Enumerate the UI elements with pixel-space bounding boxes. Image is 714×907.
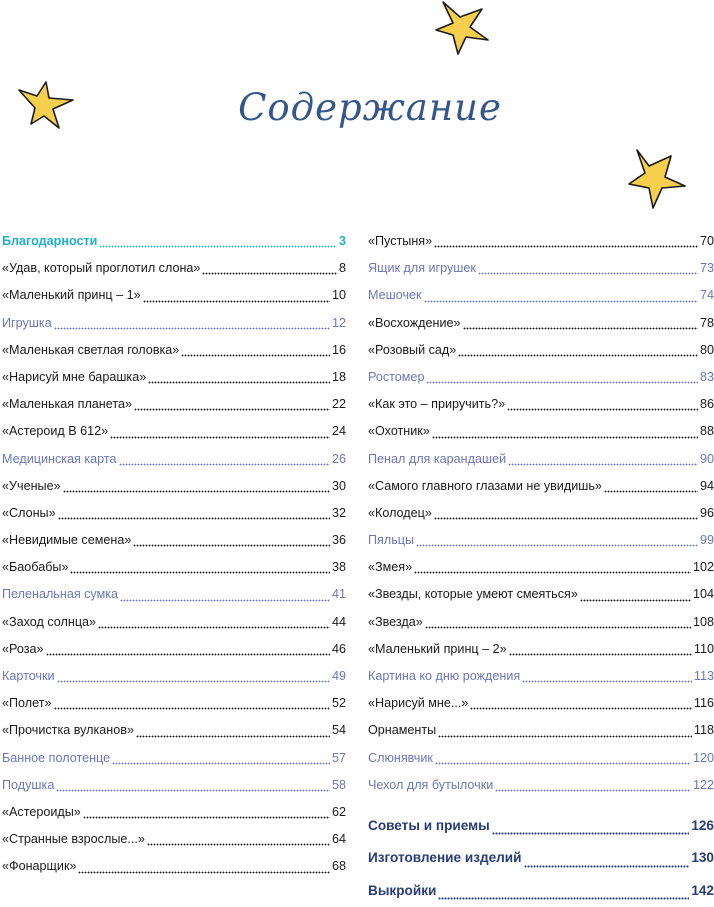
toc-entry bbox=[368, 554, 714, 581]
dot-leader bbox=[438, 724, 692, 738]
dot-leader bbox=[458, 343, 698, 357]
dot-leader bbox=[426, 370, 698, 384]
toc-entry-page: 58 bbox=[331, 777, 346, 792]
toc-entry-label: Слюнявчик bbox=[368, 750, 433, 765]
dot-leader bbox=[508, 452, 698, 466]
toc-column-left bbox=[2, 228, 346, 881]
toc-entry-label: Пяльцы bbox=[368, 533, 415, 548]
toc-entry bbox=[368, 228, 714, 255]
toc-entry-label: «Удав, который проглотил слона» bbox=[2, 261, 201, 276]
toc-entry-page: 78 bbox=[699, 315, 714, 330]
toc-entry bbox=[368, 282, 714, 309]
toc-entry-label: Картина ко дню рождения bbox=[368, 669, 521, 683]
dot-leader bbox=[432, 425, 698, 439]
toc-entry-label: Пеленальная сумка bbox=[2, 587, 119, 602]
dot-leader bbox=[492, 821, 690, 835]
toc-entry-label: «Астероиды» bbox=[2, 804, 81, 819]
toc-entry-label: «Маленький принц – 2» bbox=[368, 641, 507, 656]
toc-entry bbox=[2, 799, 346, 826]
toc-entry bbox=[2, 853, 346, 880]
toc-entry-label: «Маленький принц – 1» bbox=[2, 288, 141, 303]
toc-entry-page: 73 bbox=[699, 261, 714, 276]
toc-entry bbox=[368, 364, 714, 391]
toc-entry-label: «Змея» bbox=[368, 560, 413, 575]
toc-entry-page: 62 bbox=[331, 804, 346, 819]
dot-leader bbox=[78, 860, 330, 874]
dot-leader bbox=[46, 642, 330, 656]
dot-leader bbox=[98, 615, 330, 629]
toc-entry bbox=[368, 337, 714, 364]
toc-entry-page: 88 bbox=[699, 424, 714, 439]
toc-entry bbox=[2, 228, 346, 255]
toc-entry-page: 74 bbox=[699, 288, 714, 303]
dot-leader bbox=[604, 479, 698, 493]
toc-entry-label: Выкройки bbox=[368, 882, 437, 898]
toc-entry-page: 126 bbox=[691, 817, 714, 833]
toc-entry-label: «Прочистка вулканов» bbox=[2, 723, 134, 738]
dot-leader bbox=[112, 751, 330, 765]
toc-entry bbox=[2, 826, 346, 853]
toc-entry-label: «Заход солнца» bbox=[2, 614, 97, 629]
dot-leader bbox=[134, 397, 330, 411]
toc-entry-page: 130 bbox=[691, 850, 714, 866]
toc-entry bbox=[2, 446, 346, 473]
toc-entry-label: «Пустыня» bbox=[368, 234, 433, 248]
toc-entry bbox=[2, 554, 346, 581]
dot-leader bbox=[434, 506, 698, 520]
toc-entry bbox=[368, 500, 714, 527]
toc-entry-page: 90 bbox=[699, 451, 714, 466]
toc-entry bbox=[368, 310, 714, 337]
toc-entry bbox=[2, 717, 346, 744]
toc-entry-label: Мешочек bbox=[368, 288, 422, 303]
toc-entry bbox=[2, 745, 346, 772]
toc-entry bbox=[368, 609, 714, 636]
toc-entry-page: 113 bbox=[693, 669, 714, 683]
toc-entry bbox=[2, 473, 346, 500]
toc-entry-label: Ящик для игрушек bbox=[368, 261, 476, 276]
toc-entry-page: 122 bbox=[692, 777, 714, 792]
toc-entry-label: «Розовый сад» bbox=[368, 342, 457, 357]
toc-entry bbox=[2, 418, 346, 445]
dot-leader bbox=[70, 560, 330, 574]
page-title: Содержание bbox=[238, 86, 502, 129]
toc-entry-label: «Баобабы» bbox=[2, 560, 69, 575]
toc-entry-page: 116 bbox=[693, 696, 714, 711]
toc-entry-label: «Маленькая планета» bbox=[2, 397, 132, 412]
toc-entry bbox=[368, 418, 714, 445]
toc-entry bbox=[368, 636, 714, 663]
toc-entry bbox=[2, 690, 346, 717]
dot-leader bbox=[507, 397, 698, 411]
toc-entry bbox=[368, 255, 714, 282]
toc-entry-page: 10 bbox=[331, 288, 346, 303]
toc-entry-label: «Полет» bbox=[2, 696, 52, 711]
toc-entry-label: «Самого главного глазами не увидишь» bbox=[368, 478, 602, 493]
dot-leader bbox=[580, 588, 691, 602]
toc-entry-page: 57 bbox=[331, 750, 346, 765]
toc-entry-label: Банное полотенце bbox=[2, 750, 111, 765]
toc-entry bbox=[2, 772, 346, 799]
toc-entry bbox=[2, 581, 346, 608]
toc-entry bbox=[368, 717, 714, 744]
toc-entry-label: «Охотник» bbox=[368, 424, 430, 439]
toc-entry bbox=[2, 282, 346, 309]
toc-entry-label: Подушка bbox=[2, 777, 55, 792]
toc-entry-label: Советы и приемы bbox=[368, 817, 490, 833]
toc-entry-label: «Как это – приручить?» bbox=[368, 397, 506, 412]
toc-entry-label: Пенал для карандашей bbox=[368, 451, 507, 466]
toc-entry-page: 86 bbox=[699, 397, 714, 412]
dot-leader bbox=[57, 669, 330, 683]
toc-entry-page: 38 bbox=[331, 560, 346, 575]
toc-entry-label: «Роза» bbox=[2, 641, 44, 656]
toc-entry-page: 70 bbox=[699, 234, 714, 248]
dot-leader bbox=[54, 316, 330, 330]
toc-section-entry bbox=[368, 842, 714, 874]
toc-entry bbox=[2, 500, 346, 527]
toc-entry-page: 36 bbox=[331, 533, 346, 548]
toc-entry bbox=[2, 337, 346, 364]
toc-entry-label: «Астероид В 612» bbox=[2, 424, 109, 439]
toc-entry-page: 52 bbox=[331, 696, 346, 711]
toc-entry bbox=[368, 391, 714, 418]
dot-leader bbox=[54, 696, 330, 710]
dot-leader bbox=[120, 588, 330, 602]
dot-leader bbox=[63, 479, 330, 493]
toc-entry bbox=[2, 636, 346, 663]
toc-entry-page: 120 bbox=[692, 750, 714, 765]
toc-entry-page: 8 bbox=[338, 261, 346, 276]
toc-entry-page: 83 bbox=[699, 369, 714, 384]
toc-entry-label: «Маленькая светлая головка» bbox=[2, 342, 180, 357]
toc-column-right bbox=[368, 228, 714, 907]
dot-leader bbox=[470, 696, 692, 710]
toc-entry-label: «Колодец» bbox=[368, 505, 432, 520]
toc-entry-page: 41 bbox=[331, 587, 346, 602]
toc-entry-label: «Невидимые семена» bbox=[2, 533, 132, 548]
toc-entry-label: Изготовление изделий bbox=[368, 850, 522, 866]
toc-entry-page: 96 bbox=[699, 505, 714, 520]
dot-leader bbox=[147, 832, 330, 846]
toc-entry-label: Благодарности bbox=[2, 234, 98, 248]
dot-leader bbox=[56, 778, 330, 792]
toc-entry bbox=[368, 581, 714, 608]
star-icon bbox=[625, 146, 689, 212]
toc-entry bbox=[368, 772, 714, 799]
toc-entry-page: 68 bbox=[331, 859, 346, 874]
toc-entry-label: «Нарисуй мне...» bbox=[368, 696, 469, 711]
toc-entry-page: 99 bbox=[699, 533, 714, 548]
toc-entry bbox=[2, 663, 346, 690]
toc-entry-page: 142 bbox=[691, 882, 714, 898]
dot-leader bbox=[495, 778, 691, 792]
dot-leader bbox=[202, 261, 337, 275]
toc-entry-page: 18 bbox=[331, 369, 346, 384]
toc-entry bbox=[2, 527, 346, 554]
dot-leader bbox=[438, 886, 689, 900]
toc-entry-page: 22 bbox=[331, 397, 346, 412]
star-icon bbox=[433, 0, 493, 58]
toc-entry-label: Орнаменты bbox=[368, 723, 437, 738]
toc-entry-page: 94 bbox=[699, 478, 714, 493]
section-gap bbox=[368, 799, 714, 810]
toc-entry-page: 110 bbox=[693, 641, 714, 656]
toc-entry-label: «Звезды, которые умеют смеяться» bbox=[368, 587, 578, 602]
toc-entry-page: 12 bbox=[331, 315, 346, 330]
toc-entry-label: «Фонарщик» bbox=[2, 859, 77, 874]
toc-entry-label: «Странные взрослые...» bbox=[2, 832, 145, 847]
dot-leader bbox=[133, 533, 330, 547]
toc-entry-page: 16 bbox=[331, 342, 346, 357]
dot-leader bbox=[119, 452, 330, 466]
dot-leader bbox=[416, 533, 698, 547]
toc-entry-label: «Нарисуй мне барашка» bbox=[2, 369, 147, 384]
toc-entry-label: Карточки bbox=[2, 669, 55, 683]
dot-leader bbox=[478, 261, 698, 275]
dot-leader bbox=[509, 642, 692, 656]
dot-leader bbox=[414, 560, 691, 574]
toc-entry bbox=[2, 609, 346, 636]
toc-entry bbox=[368, 473, 714, 500]
dot-leader bbox=[434, 234, 698, 248]
toc-entry-page: 26 bbox=[331, 451, 346, 466]
dot-leader bbox=[435, 751, 691, 765]
toc-entry-label: Игрушка bbox=[2, 315, 52, 330]
toc-entry-label: «Звезда» bbox=[368, 614, 423, 629]
toc-entry-page: 44 bbox=[331, 614, 346, 629]
dot-leader bbox=[181, 343, 330, 357]
toc-entry bbox=[368, 527, 714, 554]
toc-entry-label: Медицинская карта bbox=[2, 451, 117, 466]
toc-entry-page: 64 bbox=[331, 832, 346, 847]
dot-leader bbox=[522, 669, 692, 683]
toc-entry-page: 104 bbox=[692, 587, 714, 602]
toc-entry bbox=[368, 690, 714, 717]
toc-entry-page: 46 bbox=[331, 641, 346, 656]
toc-entry-page: 32 bbox=[331, 505, 346, 520]
toc-entry-page: 54 bbox=[331, 723, 346, 738]
toc-entry-label: «Восхождение» bbox=[368, 315, 461, 330]
toc-entry bbox=[368, 745, 714, 772]
toc-entry-page: 3 bbox=[338, 234, 346, 248]
toc-entry-page: 49 bbox=[331, 669, 346, 683]
toc-entry-page: 108 bbox=[692, 614, 714, 629]
dot-leader bbox=[524, 854, 690, 868]
toc-entry-page: 102 bbox=[692, 560, 714, 575]
toc-entry-label: Чехол для бутылочки bbox=[368, 777, 494, 792]
dot-leader bbox=[148, 370, 330, 384]
toc-entry-label: «Слоны» bbox=[2, 505, 56, 520]
toc-entry bbox=[368, 446, 714, 473]
dot-leader bbox=[463, 316, 698, 330]
toc-entry-page: 30 bbox=[331, 478, 346, 493]
dot-leader bbox=[83, 805, 330, 819]
dot-leader bbox=[99, 234, 337, 248]
dot-leader bbox=[110, 425, 330, 439]
toc-entry bbox=[2, 310, 346, 337]
dot-leader bbox=[143, 289, 330, 303]
toc-entry bbox=[2, 364, 346, 391]
toc-entry-page: 24 bbox=[331, 424, 346, 439]
toc-entry bbox=[368, 663, 714, 690]
toc-entry bbox=[2, 391, 346, 418]
dot-leader bbox=[425, 615, 691, 629]
toc-entry-page: 80 bbox=[699, 342, 714, 357]
toc-entry-page: 118 bbox=[693, 723, 714, 738]
toc-section-entry bbox=[368, 810, 714, 842]
toc-entry-label: Ростомер bbox=[368, 369, 425, 384]
toc-entry-label: «Ученые» bbox=[2, 478, 61, 493]
dot-leader bbox=[136, 724, 330, 738]
dot-leader bbox=[58, 506, 330, 520]
toc-entry bbox=[2, 255, 346, 282]
dot-leader bbox=[424, 289, 698, 303]
